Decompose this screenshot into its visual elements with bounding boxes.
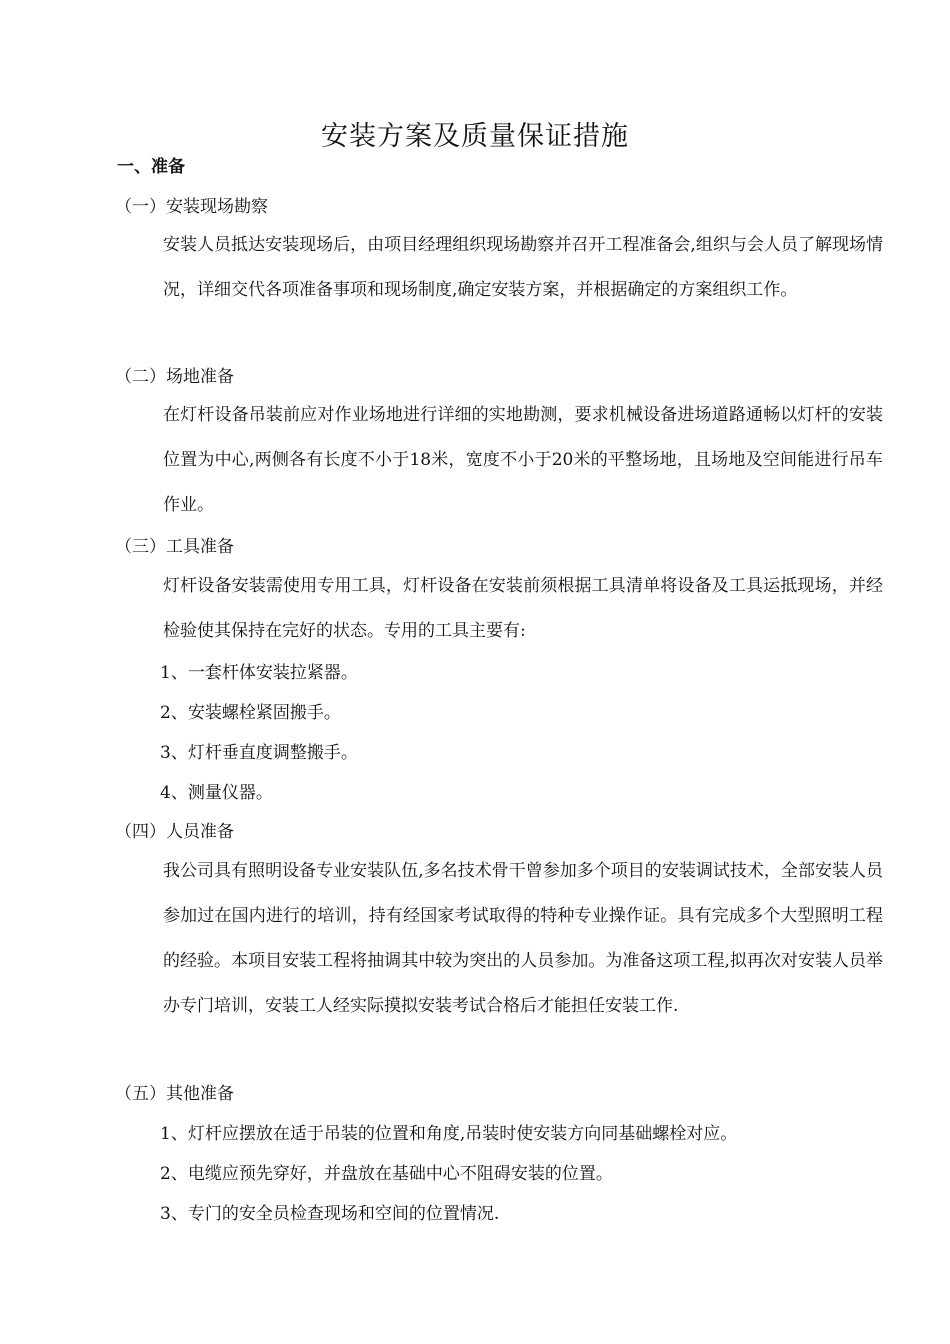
list-item-other-2: 2、电缆应预先穿好，并盘放在基础中心不阻碍安装的位置。 (160, 1164, 613, 1184)
subsection-heading-tool-preparation: （三）工具准备 (115, 537, 234, 557)
list-item-other-3: 3、专门的安全员检查现场和空间的位置情况. (160, 1204, 500, 1224)
list-item-tool-1: 1、一套杆体安装拉紧器。 (160, 663, 358, 683)
list-item-other-1: 1、灯杆应摆放在适于吊装的位置和角度,吊装时使安装方向同基础螺栓对应。 (160, 1124, 738, 1144)
paragraph-staff-preparation: 我公司具有照明设备专业安装队伍,多名技术骨干曾参加多个项目的安装调试技术，全部安装人员参加过在国内进行的培训，持有经国家考试取得的特种专业操作证。具有完成多个大型照明工程的经验。本项目安装工程将抽调其中较为突出的人员参加。为准备这项工程,拟再次对安装人员举办专门培训，安装工人经实际摸拟安装考试合格后才能担任安装工作. (163, 861, 883, 1016)
paragraph-site-preparation: 在灯杆设备吊装前应对作业场地进行详细的实地勘测，要求机械设备进场道路通畅以灯杆的安装位置为中心,两侧各有长度不小于18米，宽度不小于20米的平整场地，且场地及空间能进行吊车作业。 (163, 405, 883, 515)
subsection-heading-site-survey: （一）安装现场勘察 (115, 197, 268, 217)
subsection-heading-other-preparation: （五）其他准备 (115, 1084, 234, 1104)
paragraph-tool-preparation: 灯杆设备安装需使用专用工具，灯杆设备在安装前须根据工具清单将设备及工具运抵现场，并经检验使其保持在完好的状态。专用的工具主要有: (163, 576, 883, 641)
list-item-tool-4: 4、测量仪器。 (160, 783, 273, 803)
paragraph-site-survey: 安装人员抵达安装现场后，由项目经理组织现场勘察并召开工程准备会,组织与会人员了解现场情况，详细交代各项准备事项和现场制度,确定安装方案，并根据确定的方案组织工作。 (163, 235, 883, 300)
document-title: 安装方案及质量保证措施 (321, 121, 629, 152)
list-item-tool-3: 3、灯杆垂直度调整搬手。 (160, 743, 358, 763)
subsection-heading-site-preparation: （二）场地准备 (115, 367, 234, 387)
section-heading-preparation: 一、准备 (117, 157, 185, 177)
list-item-tool-2: 2、安装螺栓紧固搬手。 (160, 703, 341, 723)
subsection-heading-staff-preparation: （四）人员准备 (115, 822, 234, 842)
